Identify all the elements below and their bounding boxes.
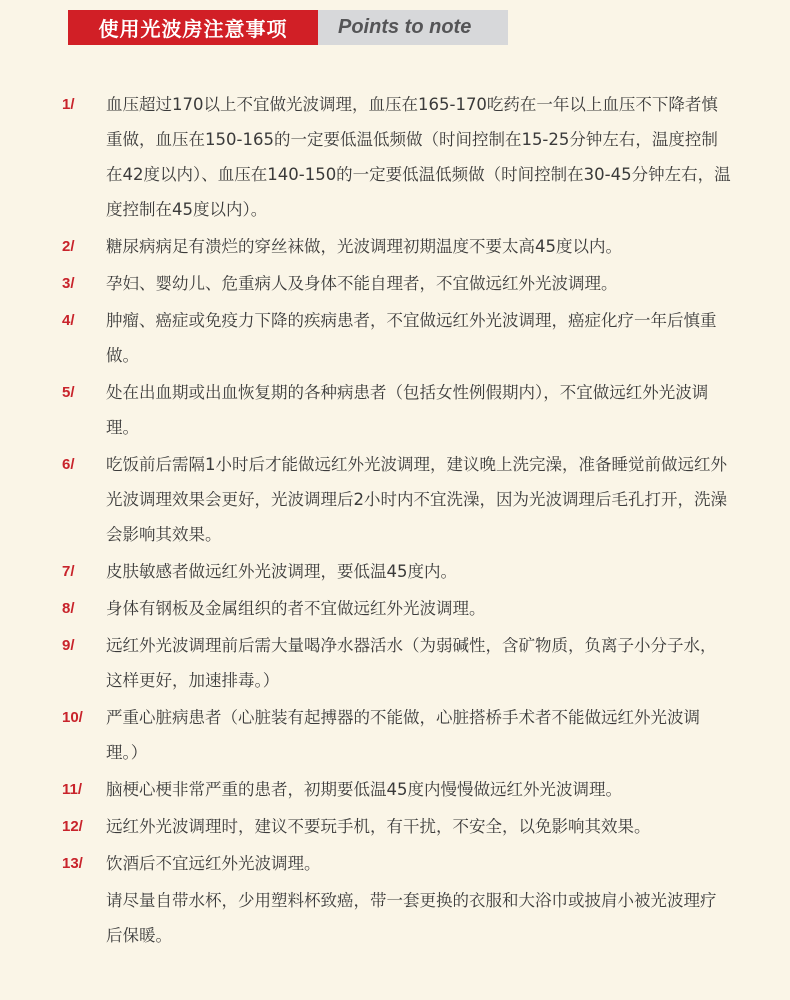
list-item [62,375,732,445]
item-text: 处在出血期或出血恢复期的各种病患者（包括女性例假期内），不宜做远红外光波调理。 [106,383,709,437]
item-text: 糖尿病病足有溃烂的穿丝袜做，光波调理初期温度不要太高45度以内。 [106,237,622,256]
closing-note: 请尽量自带水杯，少用塑料杯致癌，带一套更换的衣服和大浴巾或披肩小被光波理疗后保暖。 [106,891,717,945]
item-number: 12/ [62,818,83,835]
item-number: 6/ [62,456,75,473]
item-text: 皮肤敏感者做远红外光波调理，要低温45度内。 [106,562,457,581]
item-number: 1/ [62,96,75,113]
item-number: 4/ [62,312,75,329]
item-number: 7/ [62,563,75,580]
item-text: 严重心脏病患者（心脏装有起搏器的不能做，心脏搭桥手术者不能做远红外光波调理。） [106,708,700,762]
item-text: 血压超过170以上不宜做光波调理，血压在165-170吃药在一年以上血压不下降者慎重做，血压在150-165的一定要低温低频做（时间控制在15-25分钟左右，温度控制在42度以内）、血压在140-150的一定要低温低频做（时间控制在30-45分钟左右，温度控制在45度以内）。 [106,95,731,219]
item-text: 远红外光波调理时，建议不要玩手机，有干扰，不安全，以免影响其效果。 [106,817,651,836]
item-number: 3/ [62,275,75,292]
item-text: 肿瘤、癌症或免疫力下降的疾病患者，不宜做远红外光波调理，癌症化疗一年后慎重做。 [106,311,717,365]
item-number: 10/ [62,709,83,726]
item-text: 吃饭前后需隔1小时后才能做远红外光波调理，建议晚上洗完澡，准备睡觉前做远红外光波调理效果会更好，光波调理后2小时内不宜洗澡，因为光波调理后毛孔打开，洗澡会影响其效果。 [106,455,727,544]
item-number: 5/ [62,384,75,401]
item-number: 13/ [62,855,83,872]
section-header [68,10,508,45]
list-item [62,447,732,552]
list-item [62,229,732,264]
item-number: 8/ [62,600,75,617]
item-text: 脑梗心梗非常严重的患者，初期要低温45度内慢慢做远红外光波调理。 [106,780,622,799]
list-item [62,772,732,807]
list-item [62,554,732,589]
list-item [62,591,732,626]
item-text: 身体有钢板及金属组织的者不宜做远红外光波调理。 [106,599,486,618]
item-number: 11/ [62,781,83,798]
item-text: 远红外光波调理前后需大量喝净水器活水（为弱碱性，含矿物质，负离子小分子水，这样更好，加速排毒。） [106,636,717,690]
notes-list [62,87,732,953]
item-text: 饮酒后不宜远红外光波调理。 [106,854,321,873]
list-item [62,628,732,698]
list-item [62,846,732,881]
header-title-cn: 使用光波房注意事项 [68,10,318,45]
list-item [62,87,732,227]
item-text: 孕妇、婴幼儿、危重病人及身体不能自理者，不宜做远红外光波调理。 [106,274,618,293]
list-item [62,809,732,844]
list-item [62,266,732,301]
list-item [62,700,732,770]
header-title-en: Points to note [318,10,508,45]
item-number: 2/ [62,238,75,255]
item-number: 9/ [62,637,75,654]
list-item [62,303,732,373]
